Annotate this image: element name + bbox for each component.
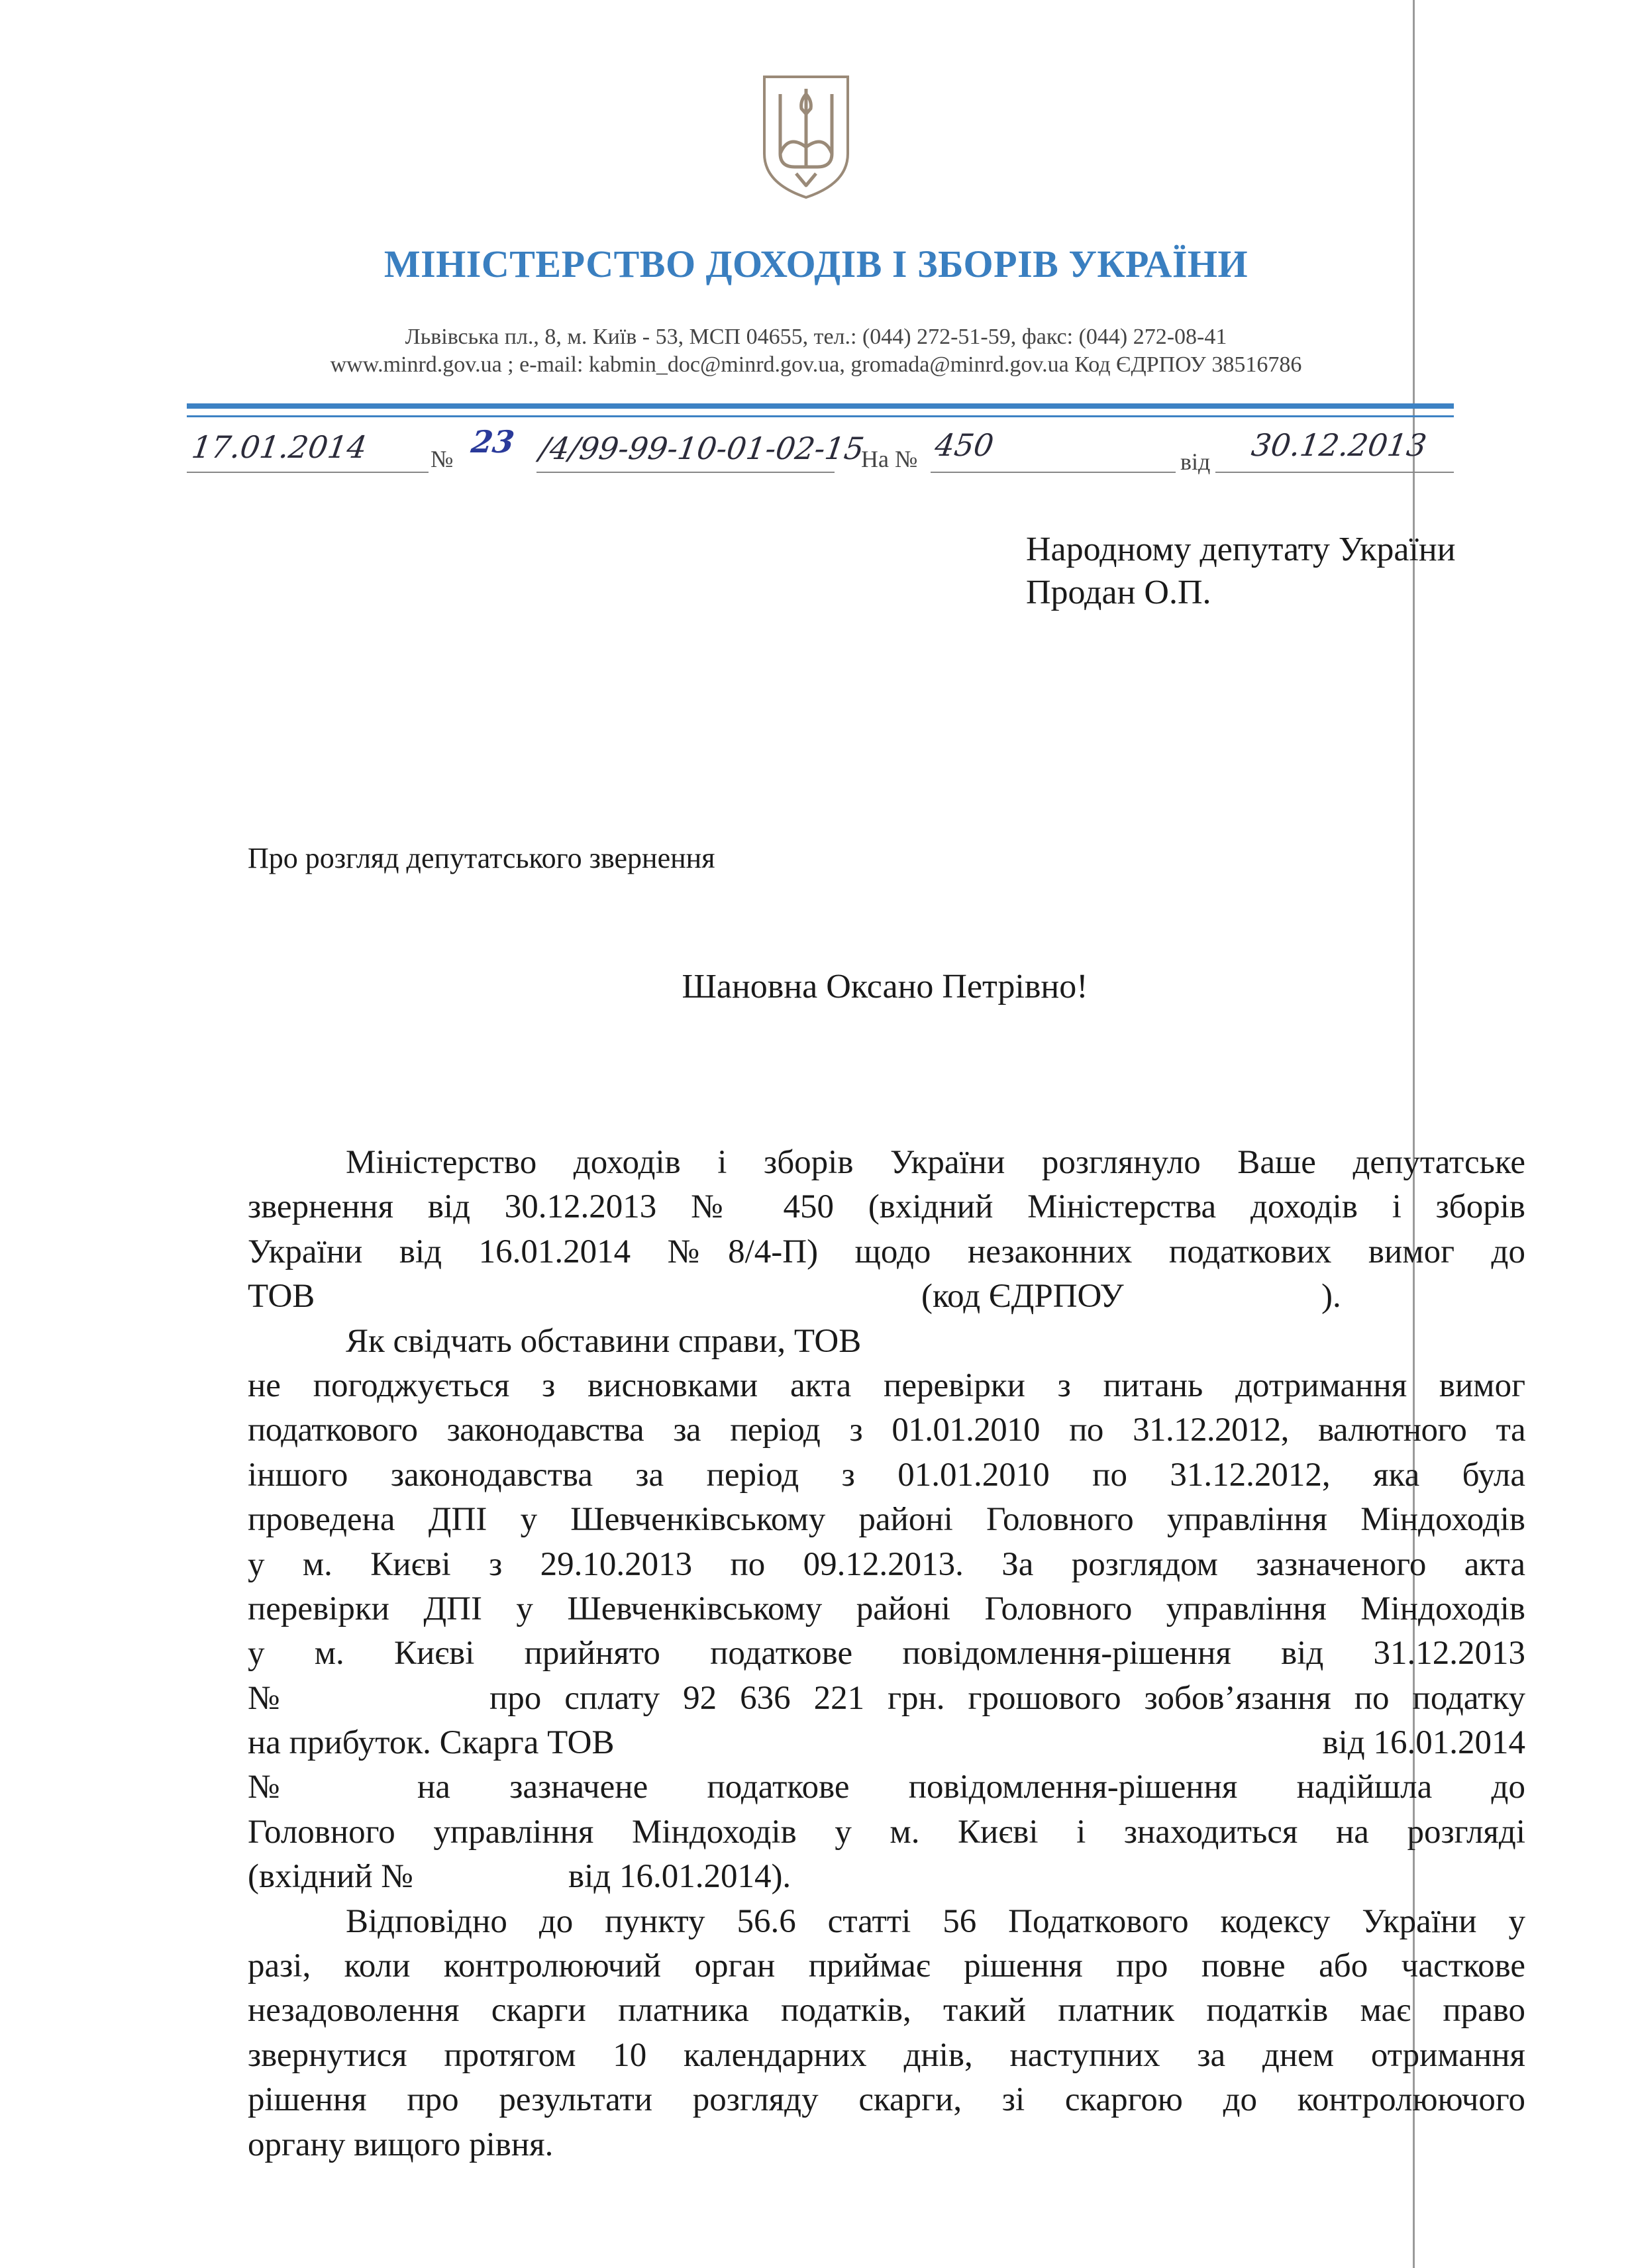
from-label: від [1180, 448, 1211, 475]
header-divider-thick [187, 403, 1454, 409]
addressee-title: Народному депутату України [1026, 531, 1456, 568]
addressee-name: Продан О.П. [1026, 574, 1211, 611]
body-line: у м. Києві з 29.10.2013 по 09.12.2013. За розглядом зазначеного акта [248, 1545, 1525, 1583]
body-line [248, 1721, 1525, 1765]
body-text: (вхідний № [248, 1858, 413, 1896]
body-line: не погоджується з висновками акта перевірки з питань дотримання вимог [248, 1366, 1525, 1404]
ministry-address: Львівська пл., 8, м. Київ - 53, МСП 04655, тел.: (044) 272-51-59, факс: (044) 272-08-41 [405, 325, 1227, 349]
letter-date: 17.01.2014 [189, 429, 370, 465]
company-label: ТОВ [248, 1278, 315, 1315]
body-line: Як свідчать обставини справи, ТОВ [346, 1322, 862, 1360]
in-reply-label: На № [861, 446, 918, 472]
letter-body [248, 1141, 1525, 2167]
body-line [248, 1676, 1525, 1721]
body-text: від 16.01.2014). [568, 1858, 791, 1896]
body-line: України від 16.01.2014 №8/4-П) щодо незаконних податкових вимог до [248, 1233, 1525, 1270]
edrpou-label: (код ЄДРПОУ [921, 1278, 1124, 1315]
ministry-contacts: www.minrd.gov.ua ; e-mail: kabmin_doc@minrd.gov.ua, gromada@minrd.gov.ua Код ЄДРПОУ 38516786 [330, 352, 1302, 377]
body-line: податкового законодавства за період з 01.01.2010 по 31.12.2012, валютного та [248, 1412, 1525, 1449]
header-divider-thin [187, 415, 1454, 417]
body-line [248, 1855, 1525, 1899]
number-label: № [431, 446, 454, 472]
letter-number-prefix: 23 [469, 424, 517, 460]
ministry-title: МІНІСТЕРСТВО ДОХОДІВ І ЗБОРІВ УКРАЇНИ [383, 242, 1249, 285]
body-line: Відповідно до пункту 56.6 статті 56 Податкового кодексу України у [346, 1902, 1525, 1940]
body-text: на прибуток. Скарга ТОВ [248, 1724, 615, 1762]
reply-date-underline [1215, 472, 1454, 473]
body-text: на зазначене податкове повідомлення-рішення надійшла до [417, 1769, 1525, 1806]
body-text: від 16.01.2014 [1322, 1724, 1525, 1762]
in-reply-number: 450 [933, 427, 996, 463]
body-line: Головного управління Міндоходів у м. Києві і знаходиться на розгляді [248, 1813, 1525, 1851]
body-line: незадоволення скарги платника податків, такий платник податків має право [248, 1992, 1525, 2030]
coat-of-arms-icon [762, 74, 850, 200]
body-line: проведена ДПІ у Шевченківському районі Головного управління Міндоходів [248, 1501, 1525, 1539]
body-line: Міністерство доходів і зборів України розглянуло Ваше депутатське [346, 1144, 1525, 1181]
in-reply-date: 30.12.2013 [1249, 427, 1429, 463]
edrpou-close: ). [1321, 1278, 1341, 1315]
body-line: іншого законодавства за період з 01.01.2010 по 31.12.2012, яка була [248, 1456, 1525, 1494]
number-underline [536, 472, 835, 473]
body-line: органу вищого рівня. [248, 2126, 554, 2163]
letter-subject: Про розгляд депутатського звернення [248, 842, 715, 874]
body-line [248, 1765, 1525, 1810]
body-line: разі, коли контролюючий орган приймає рішення про повне або часткове [248, 1947, 1525, 1985]
letter-number: /4/99-99-10-01-02-15 [537, 431, 866, 466]
body-line: звернутися протягом 10 календарних днів, наступних за днем отримання [248, 2036, 1525, 2074]
greeting: Шановна Оксано Петрівно! [682, 968, 1088, 1005]
number-sign: № [248, 1769, 280, 1806]
body-line: у м. Києві прийнято податкове повідомлення-рішення від 31.12.2013 [248, 1635, 1525, 1673]
date-underline [187, 472, 429, 473]
body-text: про сплату 92 636 221 грн. грошового зобов’язання по податку [489, 1679, 1525, 1717]
body-line: перевірки ДПІ у Шевченківському районі Головного управління Міндоходів [248, 1590, 1525, 1627]
reply-number-underline [931, 472, 1176, 473]
body-line [248, 1274, 1525, 1319]
number-sign: № [248, 1679, 280, 1717]
body-line: звернення від 30.12.2013 № 450 (вхідний Міністерства доходів і зборів [248, 1188, 1525, 1226]
body-line: рішення про результати розгляду скарги, зі скаргою до контролюючого [248, 2081, 1525, 2119]
